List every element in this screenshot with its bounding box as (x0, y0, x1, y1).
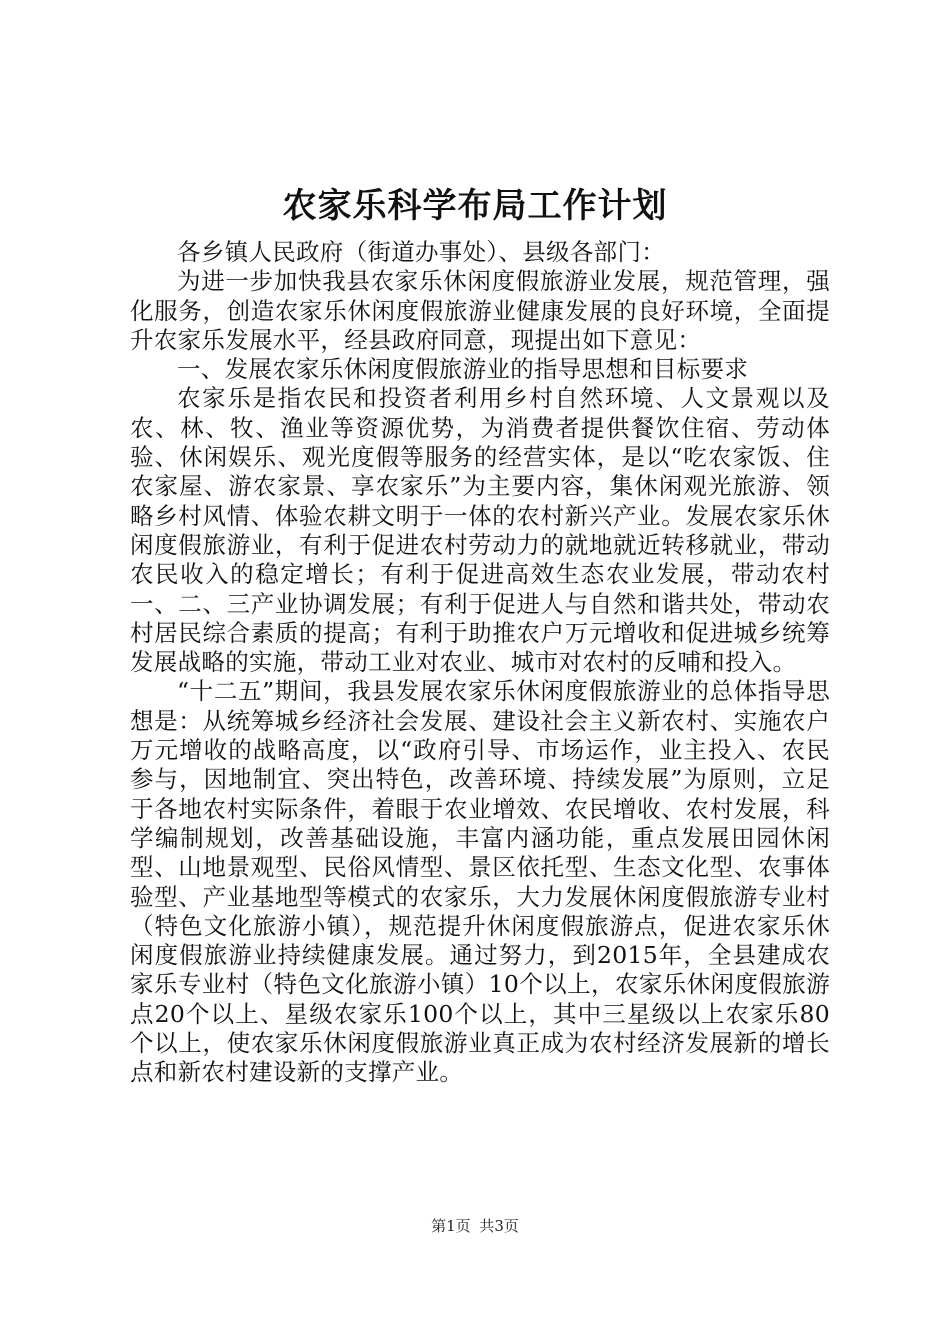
section-heading: 一、发展农家乐休闲度假旅游业的指导思想和目标要求 (177, 355, 749, 384)
document-body (130, 238, 830, 1088)
paragraph-guiding-thought: “十二五”期间，我县发展农家乐休闲度假旅游业的总体指导思想是：从统筹城乡经济社会发展、建设社会主义新农村、实施农户万元增收的战略高度，以“政府引导、市场运作，业主投入、农民参与，因地制宜、突出特色，改善环境、持续发展”为原则，立足于各地农村实际条件，着眼于农业增效、农民增收、农村发展，科学编制规划，改善基础设施，丰富内涵功能，重点发展田园休闲型、山地景观型、民俗风情型、景区依托型、生态文化型、农事体验型、产业基地型等模式的农家乐，大力发展休闲度假旅游专业村（特色文化旅游小镇），规范提升休闲度假旅游点，促进农家乐休闲度假旅游业持续健康发展。通过努力，到2015年，全县建成农家乐专业村（特色文化旅游小镇）10个以上，农家乐休闲度假旅游点20个以上、星级农家乐100个以上，其中三星级以上农家乐80个以上，使农家乐休闲度假旅游业真正成为农村经济发展新的增长点和新农村建设新的支撑产业。 (130, 677, 830, 1087)
paragraph-salutation: 各乡镇人民政府（街道办事处）、县级各部门： (177, 238, 666, 266)
paragraph-intro: 为进一步加快我县农家乐休闲度假旅游业发展，规范管理，强化服务，创造农家乐休闲度假旅游业健康发展的良好环境，全面提升农家乐发展水平，经县政府同意，现提出如下意见： (130, 267, 830, 354)
document-title: 农家乐科学布局工作计划 (282, 186, 668, 226)
page-total: 共3页 (479, 1217, 519, 1235)
page-footer (0, 1216, 950, 1236)
page-number: 第1页 (431, 1217, 471, 1235)
paragraph-definition: 农家乐是指农民和投资者利用乡村自然环境、人文景观以及农、林、牧、渔业等资源优势，为消费者提供餐饮住宿、劳动体验、休闲娱乐、观光度假等服务的经营实体，是以“吃农家饭、住农家屋、游农家景、享农家乐”为主要内容，集休闲观光旅游、领略乡村风情、体验农耕文明于一体的农村新兴产业。发展农家乐休闲度假旅游业，有利于促进农村劳动力的就地就近转移就业，带动农民收入的稳定增长；有利于促进高效生态农业发展，带动农村一、二、三产业协调发展；有利于促进人与自然和谐共处，带动农村居民综合素质的提高；有利于助推农户万元增收和促进城乡统筹发展战略的实施，带动工业对农业、城市对农村的反哺和投入。 (130, 384, 830, 677)
